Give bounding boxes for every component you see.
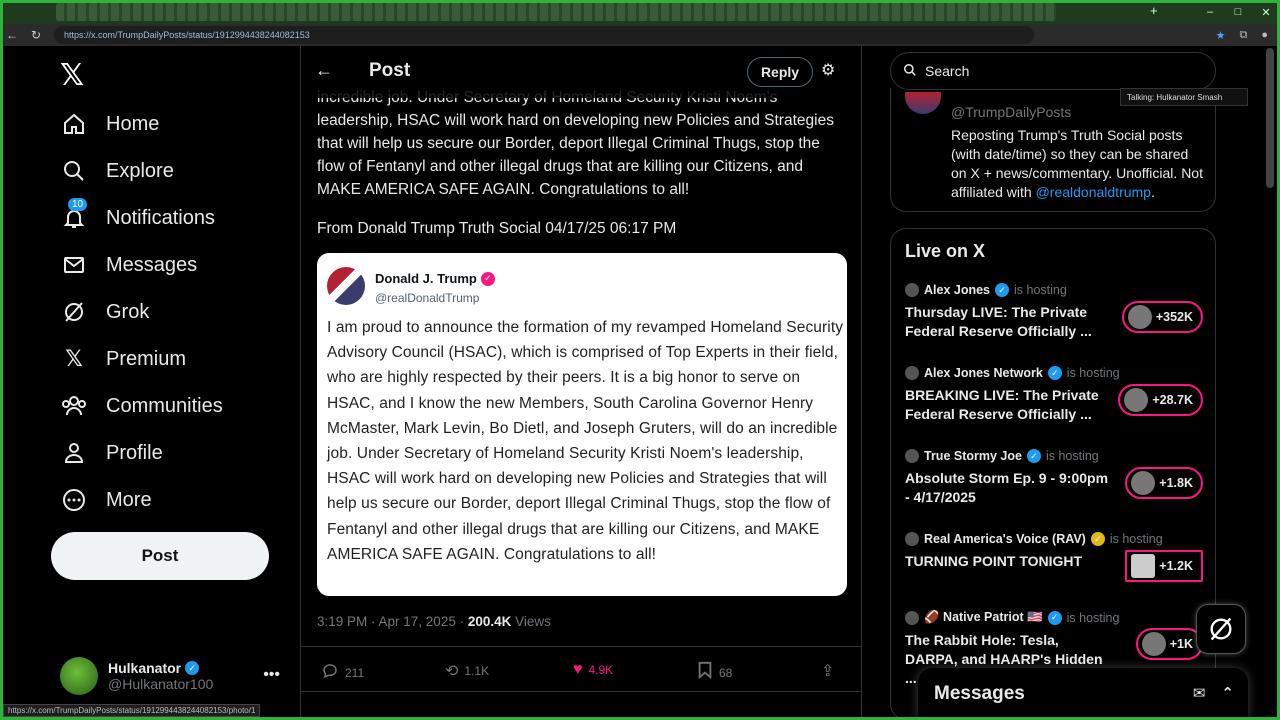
browser-tab-strip	[0, 0, 1280, 24]
heart-icon: ♥	[573, 661, 583, 678]
live-title: Absolute Storm Ep. 9 - 9:00pm - 4/17/2025	[905, 470, 1109, 505]
profile-bio-text: Reposting Trump's Truth Social posts (with date/time) so they can be shared on X + news/commentary. Unofficial. Not affiliated with	[951, 127, 1203, 200]
repost-count: 1.1K	[464, 664, 490, 678]
profile-bio-link[interactable]: @realdonaldtrump	[1035, 184, 1151, 200]
bell-icon	[60, 199, 88, 232]
live-on-x-panel	[890, 228, 1216, 720]
bookmark-count: 68	[719, 665, 733, 680]
search-icon	[903, 63, 917, 80]
address-bar-row	[0, 24, 1280, 46]
is-hosting-label: is hosting	[1066, 610, 1120, 625]
views-label: Views	[511, 614, 551, 629]
browser-tabs[interactable]	[56, 3, 1056, 21]
avatar	[1131, 554, 1155, 578]
listener-pill[interactable]	[1118, 384, 1203, 416]
new-tab-button[interactable]: +	[1150, 3, 1158, 18]
profile-bio-end: .	[1150, 184, 1155, 200]
live-item[interactable]	[905, 532, 1205, 604]
sidebar-item-label: Explore	[106, 159, 174, 182]
sidebar-item-profile[interactable]	[60, 433, 163, 473]
account-handle: @Hulkanator100	[108, 676, 214, 692]
reply-action[interactable]	[321, 661, 364, 684]
sidebar-item-home[interactable]	[60, 104, 159, 144]
sidebar-item-label: Profile	[106, 441, 163, 464]
host-avatar	[905, 611, 919, 625]
share-action[interactable]	[821, 661, 834, 681]
messages-drawer-title: Messages	[934, 683, 1025, 704]
listener-count: +1.8K	[1159, 476, 1193, 490]
post-header	[301, 46, 862, 98]
search-placeholder: Search	[925, 63, 970, 79]
live-panel-title: Live on X	[905, 241, 986, 261]
grok-floating-button[interactable]	[1196, 604, 1246, 654]
live-title: The Rabbit Hole: Tesla, DARPA, and HAARP's Hidden ...	[905, 632, 1103, 686]
sidebar-item-label: Messages	[106, 253, 198, 276]
grok-icon	[60, 298, 88, 326]
grok-icon	[1207, 615, 1235, 643]
x-logo-icon: 𝕏	[65, 346, 83, 371]
sidebar-item-grok[interactable]	[60, 292, 149, 332]
post-source-line: From Donald Trump Truth Social 04/17/25 06:17 PM	[317, 220, 677, 237]
url-text: https://x.com/TrumpDailyPosts/status/1912994438244082153	[64, 30, 310, 40]
expand-up-icon[interactable]: ⌃	[1221, 685, 1234, 702]
sidebar-item-label: More	[106, 488, 152, 511]
sidebar-item-label: Notifications	[106, 206, 215, 229]
repost-icon: ⟲	[445, 663, 459, 680]
live-host-name: Alex Jones Network	[924, 366, 1043, 380]
minimize-button[interactable]: –	[1206, 6, 1214, 18]
live-item[interactable]	[905, 283, 1205, 355]
account-switcher[interactable]	[60, 654, 290, 698]
live-item[interactable]	[905, 449, 1205, 521]
profile-icon[interactable]: ●	[1261, 28, 1268, 41]
verified-badge-icon: ✓	[1048, 611, 1062, 625]
post-timestamp[interactable]: 3:19 PM · Apr 17, 2025 ·	[317, 614, 468, 629]
avatar	[327, 267, 365, 305]
is-hosting-label: is hosting	[1109, 532, 1163, 546]
envelope-icon	[60, 251, 88, 279]
avatar	[1124, 388, 1148, 412]
view-count: 200.4K	[467, 614, 512, 629]
live-title: TURNING POINT TONIGHT	[905, 553, 1083, 569]
is-hosting-label: is hosting	[1014, 283, 1067, 297]
author-profile-card[interactable]	[890, 88, 1216, 212]
more-circle-icon	[60, 486, 88, 514]
post-text: leadership, HSAC will work hard on developing new Policies and Strategies that will help us secure our Border, deport Illegal Criminal Thugs, stop the flow of Fentanyl and other illegal drugs that are killing our Citizens, and MAKE AMERICA SAFE AGAIN. Congratulations to all!	[317, 112, 834, 198]
verified-badge-icon: ✓	[995, 283, 1009, 297]
sidebar-item-premium[interactable]	[60, 339, 186, 379]
main-column	[300, 46, 862, 720]
reload-icon[interactable]: ↻	[30, 28, 42, 42]
card-author-handle: @realDonaldTrump	[375, 291, 480, 305]
sidebar-item-label: Home	[106, 112, 160, 135]
host-avatar	[905, 283, 919, 297]
listener-count: +352K	[1155, 310, 1193, 324]
right-sidebar	[870, 46, 1270, 720]
sidebar-item-label: Premium	[106, 347, 187, 370]
page-title: Post	[369, 60, 411, 81]
listener-pill[interactable]	[1125, 467, 1203, 499]
listener-count: +28.7K	[1152, 393, 1193, 407]
browser-toolbar	[1034, 29, 1280, 42]
verified-badge-icon: ✓	[1091, 532, 1105, 546]
live-item[interactable]	[905, 366, 1205, 438]
avatar	[1128, 305, 1152, 329]
search-icon	[60, 157, 88, 185]
card-author-name: Donald J. Trump	[375, 271, 477, 286]
avatar	[1131, 471, 1155, 495]
verified-badge-icon: ✓	[185, 661, 199, 675]
sidebar-item-explore[interactable]	[60, 151, 174, 191]
sidebar-item-notifications[interactable]	[60, 198, 215, 238]
maximize-button[interactable]: □	[1234, 6, 1242, 18]
account-name-row	[108, 660, 213, 676]
share-icon: ⇪	[821, 663, 835, 680]
back-arrow-icon[interactable]: ←	[315, 60, 333, 80]
card-author-row	[375, 271, 495, 286]
like-action[interactable]	[573, 661, 613, 679]
sidebar-item-more[interactable]	[60, 480, 152, 520]
live-title: Thursday LIVE: The Private Federal Reserve Officially ...	[905, 304, 1092, 339]
extensions-icon[interactable]: ⧉	[1239, 28, 1248, 41]
live-title: BREAKING LIVE: The Private Federal Reserve Officially ...	[905, 387, 1099, 422]
listener-count: +1K	[1169, 637, 1193, 651]
reply-count: 211	[345, 665, 365, 680]
like-count: 4.9K	[588, 663, 614, 677]
verified-badge-icon: ✓	[481, 272, 495, 286]
is-hosting-label: is hosting	[1045, 449, 1099, 463]
live-host-name: True Stormy Joe	[924, 449, 1022, 463]
sidebar-item-messages[interactable]	[60, 245, 197, 285]
close-window-button[interactable]: ✕	[1261, 6, 1271, 19]
post-meta	[317, 614, 551, 629]
avatar	[905, 92, 941, 114]
is-hosting-label: is hosting	[1066, 366, 1120, 380]
favorite-star-icon[interactable]: ★	[1215, 29, 1226, 42]
repost-action[interactable]	[445, 661, 489, 681]
x-logo-icon[interactable]: 𝕏	[60, 59, 85, 92]
more-dots-icon[interactable]: •••	[263, 666, 280, 683]
host-avatar	[905, 366, 919, 380]
listener-count: +1.2K	[1159, 559, 1193, 573]
left-sidebar	[0, 46, 300, 720]
sliders-icon[interactable]: ⚙	[821, 62, 836, 79]
people-icon	[60, 392, 88, 420]
sidebar-item-label: Communities	[106, 394, 223, 417]
embedded-image-card[interactable]	[317, 253, 847, 596]
avatar	[60, 657, 98, 695]
person-icon	[60, 439, 88, 467]
profile-bio	[951, 126, 1207, 202]
reply-icon	[321, 661, 339, 684]
sidebar-item-communities[interactable]	[60, 386, 223, 426]
messages-drawer[interactable]	[918, 668, 1248, 720]
listener-pill[interactable]	[1136, 628, 1203, 660]
page-scrollbar[interactable]	[1266, 48, 1274, 188]
host-avatar	[905, 532, 919, 546]
sidebar-item-label: Grok	[106, 300, 150, 323]
tooltip: Talking: Hulkanator Smash	[1120, 88, 1248, 106]
notification-badge: 10	[68, 198, 87, 211]
live-host-name: 🏈 Native Patriot 🇺🇸	[924, 610, 1043, 624]
search-input[interactable]	[890, 52, 1216, 90]
new-message-icon[interactable]: ✉	[1192, 685, 1206, 702]
bookmark-icon	[697, 661, 713, 684]
listener-pill[interactable]	[1122, 301, 1203, 333]
verified-badge-icon: ✓	[1027, 449, 1041, 463]
reply-button[interactable]: Reply	[747, 57, 813, 87]
url-field[interactable]	[54, 26, 1034, 44]
profile-handle: @TrumpDailyPosts	[951, 104, 1072, 120]
listener-pill[interactable]	[1125, 550, 1203, 582]
bookmark-action[interactable]	[697, 661, 732, 684]
account-name: Hulkanator	[108, 660, 182, 676]
back-nav-icon[interactable]: ←	[6, 28, 18, 42]
avatar	[1142, 632, 1166, 656]
post-action-bar	[301, 646, 862, 692]
post-button[interactable]: Post	[51, 532, 269, 580]
host-avatar	[905, 449, 919, 463]
card-body-text: I am proud to announce the formation of my revamped Homeland Security Advisory Council (HSAC), which is comprised of Top Experts in their field, who are highly respected by their peers. It is a big honor to serve on HSAC, and I know the new Members, South Carolina Governor Henry McMaster, Mark Levin, Bo Dietl, and Joseph Gruters, will do an incredible job. Under Secretary of Homeland Security Kristi Noem's leadership, HSAC will work hard on developing new Policies and Strategies that will help us secure our Border, deport Illegal Criminal Thugs, stop the flow of Fentanyl and other illegal drugs that are killing our Citizens, and MAKE AMERICA SAFE AGAIN. Congratulations to all!	[327, 319, 844, 563]
live-host-name: Real America's Voice (RAV)	[924, 532, 1086, 546]
live-host-name: Alex Jones	[924, 283, 991, 297]
verified-badge-icon: ✓	[1048, 366, 1062, 380]
home-icon	[60, 110, 88, 138]
browser-status-url: https://x.com/TrumpDailyPosts/status/1912994438244082153/photo/1	[3, 704, 260, 717]
